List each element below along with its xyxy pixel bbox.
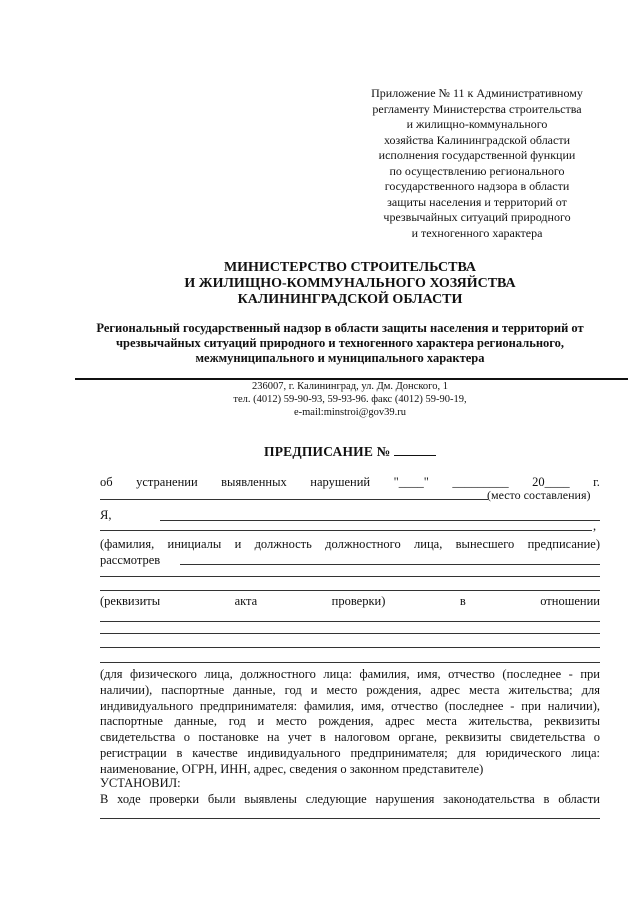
year-suffix: г. (593, 475, 600, 489)
supervision-line: межмуниципального и муниципального характера (195, 351, 485, 365)
supervision-subtitle (70, 321, 610, 366)
i-label: Я, (100, 508, 112, 522)
caption-word: (фамилия, (100, 537, 155, 551)
appendix-line: и жилищно-коммунального (406, 117, 548, 131)
appendix-line: чрезвычайных ситуаций природного (383, 210, 571, 224)
caption-word: и (234, 537, 242, 551)
appendix-line: и техногенного характера (411, 225, 543, 240)
comma: , (593, 519, 597, 533)
official-caption (100, 537, 600, 552)
appendix-line: регламенту Министерства строительства (372, 101, 582, 116)
established-label: УСТАНОВИЛ: (100, 776, 181, 790)
appendix-line: Приложение № 11 к Административному (371, 86, 583, 100)
year-field[interactable]: 20____ (532, 475, 570, 489)
address-line: тел. (4012) 59-90-93, 59-93-96. факс (4012) 59-90-19, (233, 394, 467, 405)
address-line: e-mail:minstroi@gov39.ru (293, 407, 407, 418)
person-line-1[interactable] (100, 621, 600, 622)
row1-word: нарушений (310, 475, 371, 489)
appendix-line: защиты населения и территорий от (387, 194, 567, 209)
month-field[interactable]: _________ (452, 475, 509, 489)
caption-word: отношении (540, 594, 600, 608)
ministry-line: МИНИСТЕРСТВО СТРОИТЕЛЬСТВА (223, 260, 477, 275)
ministry-header (150, 260, 550, 308)
ministry-line: И ЖИЛИЩНО-КОММУНАЛЬНОГО ХОЗЯЙСТВА (184, 276, 516, 291)
person-line-3[interactable] (100, 647, 600, 648)
official-line-1[interactable] (160, 520, 600, 521)
place-caption: (место составления) (487, 488, 591, 502)
address-line: 236007, г. Калининград, ул. Дм. Донского, 1 (252, 381, 448, 392)
row1-word: устранении (136, 475, 198, 489)
supervision-line: чрезвычайных ситуаций природного и техногенного характера регионального, (115, 336, 565, 350)
appendix-line: по осуществлению регионального (389, 163, 565, 178)
day-field[interactable]: "____" (393, 475, 429, 489)
person-line-4[interactable] (100, 662, 600, 663)
supervision-line: Региональный государственный надзор в области защиты населения и территорий от (96, 321, 584, 335)
caption-word: лица, (414, 537, 443, 551)
appendix-line: хозяйства Калининградской области (383, 132, 571, 147)
act-caption (100, 594, 600, 609)
official-line-2[interactable] (100, 530, 592, 531)
appendix-block (352, 86, 602, 241)
title-number-blank[interactable] (394, 443, 436, 456)
act-line-3[interactable] (100, 590, 600, 591)
row1-word: об (100, 475, 113, 489)
appendix-line: государственного надзора в области (384, 179, 570, 193)
place-line[interactable] (100, 499, 488, 500)
violations-line-1[interactable] (100, 818, 600, 819)
caption-word: (реквизиты (100, 594, 161, 608)
caption-word: вынесшего (455, 537, 515, 551)
ministry-line: КАЛИНИНГРАДСКОЙ ОБЛАСТИ (237, 292, 463, 307)
caption-word: акта (234, 594, 258, 608)
reviewed-label: рассмотрев (100, 553, 161, 567)
caption-word: должность (254, 537, 312, 551)
caption-word: должностного (325, 537, 401, 551)
document-title (264, 443, 436, 460)
violations-text: В ходе проверки были выявлены следующие нарушения законодательства в области (100, 792, 600, 806)
caption-word: проверки) (331, 594, 386, 608)
person-caption: (для физического лица, должностного лица: фамилия, имя, отчество (последнее - при наличии), паспортные данные, год и место рождения, адрес места жительства; для индивидуального предпринимателя: фамилия, имя, отчество (последнее - при наличии), паспортные данные, год и место рождения, адрес места жительства, реквизиты свидетельства о постановке на учет в налоговом органе, реквизиты свидетельства о регистрации в качестве индивидуального предпринимателя; для юридического лица: наименование, ОГРН, ИНН, адрес, сведения о законном представителе) (100, 667, 600, 776)
title-text: ПРЕДПИСАНИЕ № (264, 444, 391, 459)
appendix-line: исполнения государственной функции (378, 148, 576, 162)
act-line-1[interactable] (180, 564, 600, 565)
caption-word: предписание) (527, 537, 600, 551)
address-block (220, 380, 480, 419)
row1-word: выявленных (221, 475, 287, 489)
act-line-2[interactable] (100, 576, 600, 577)
person-line-2[interactable] (100, 633, 600, 634)
caption-word: в (459, 594, 466, 608)
caption-word: инициалы (167, 537, 222, 551)
